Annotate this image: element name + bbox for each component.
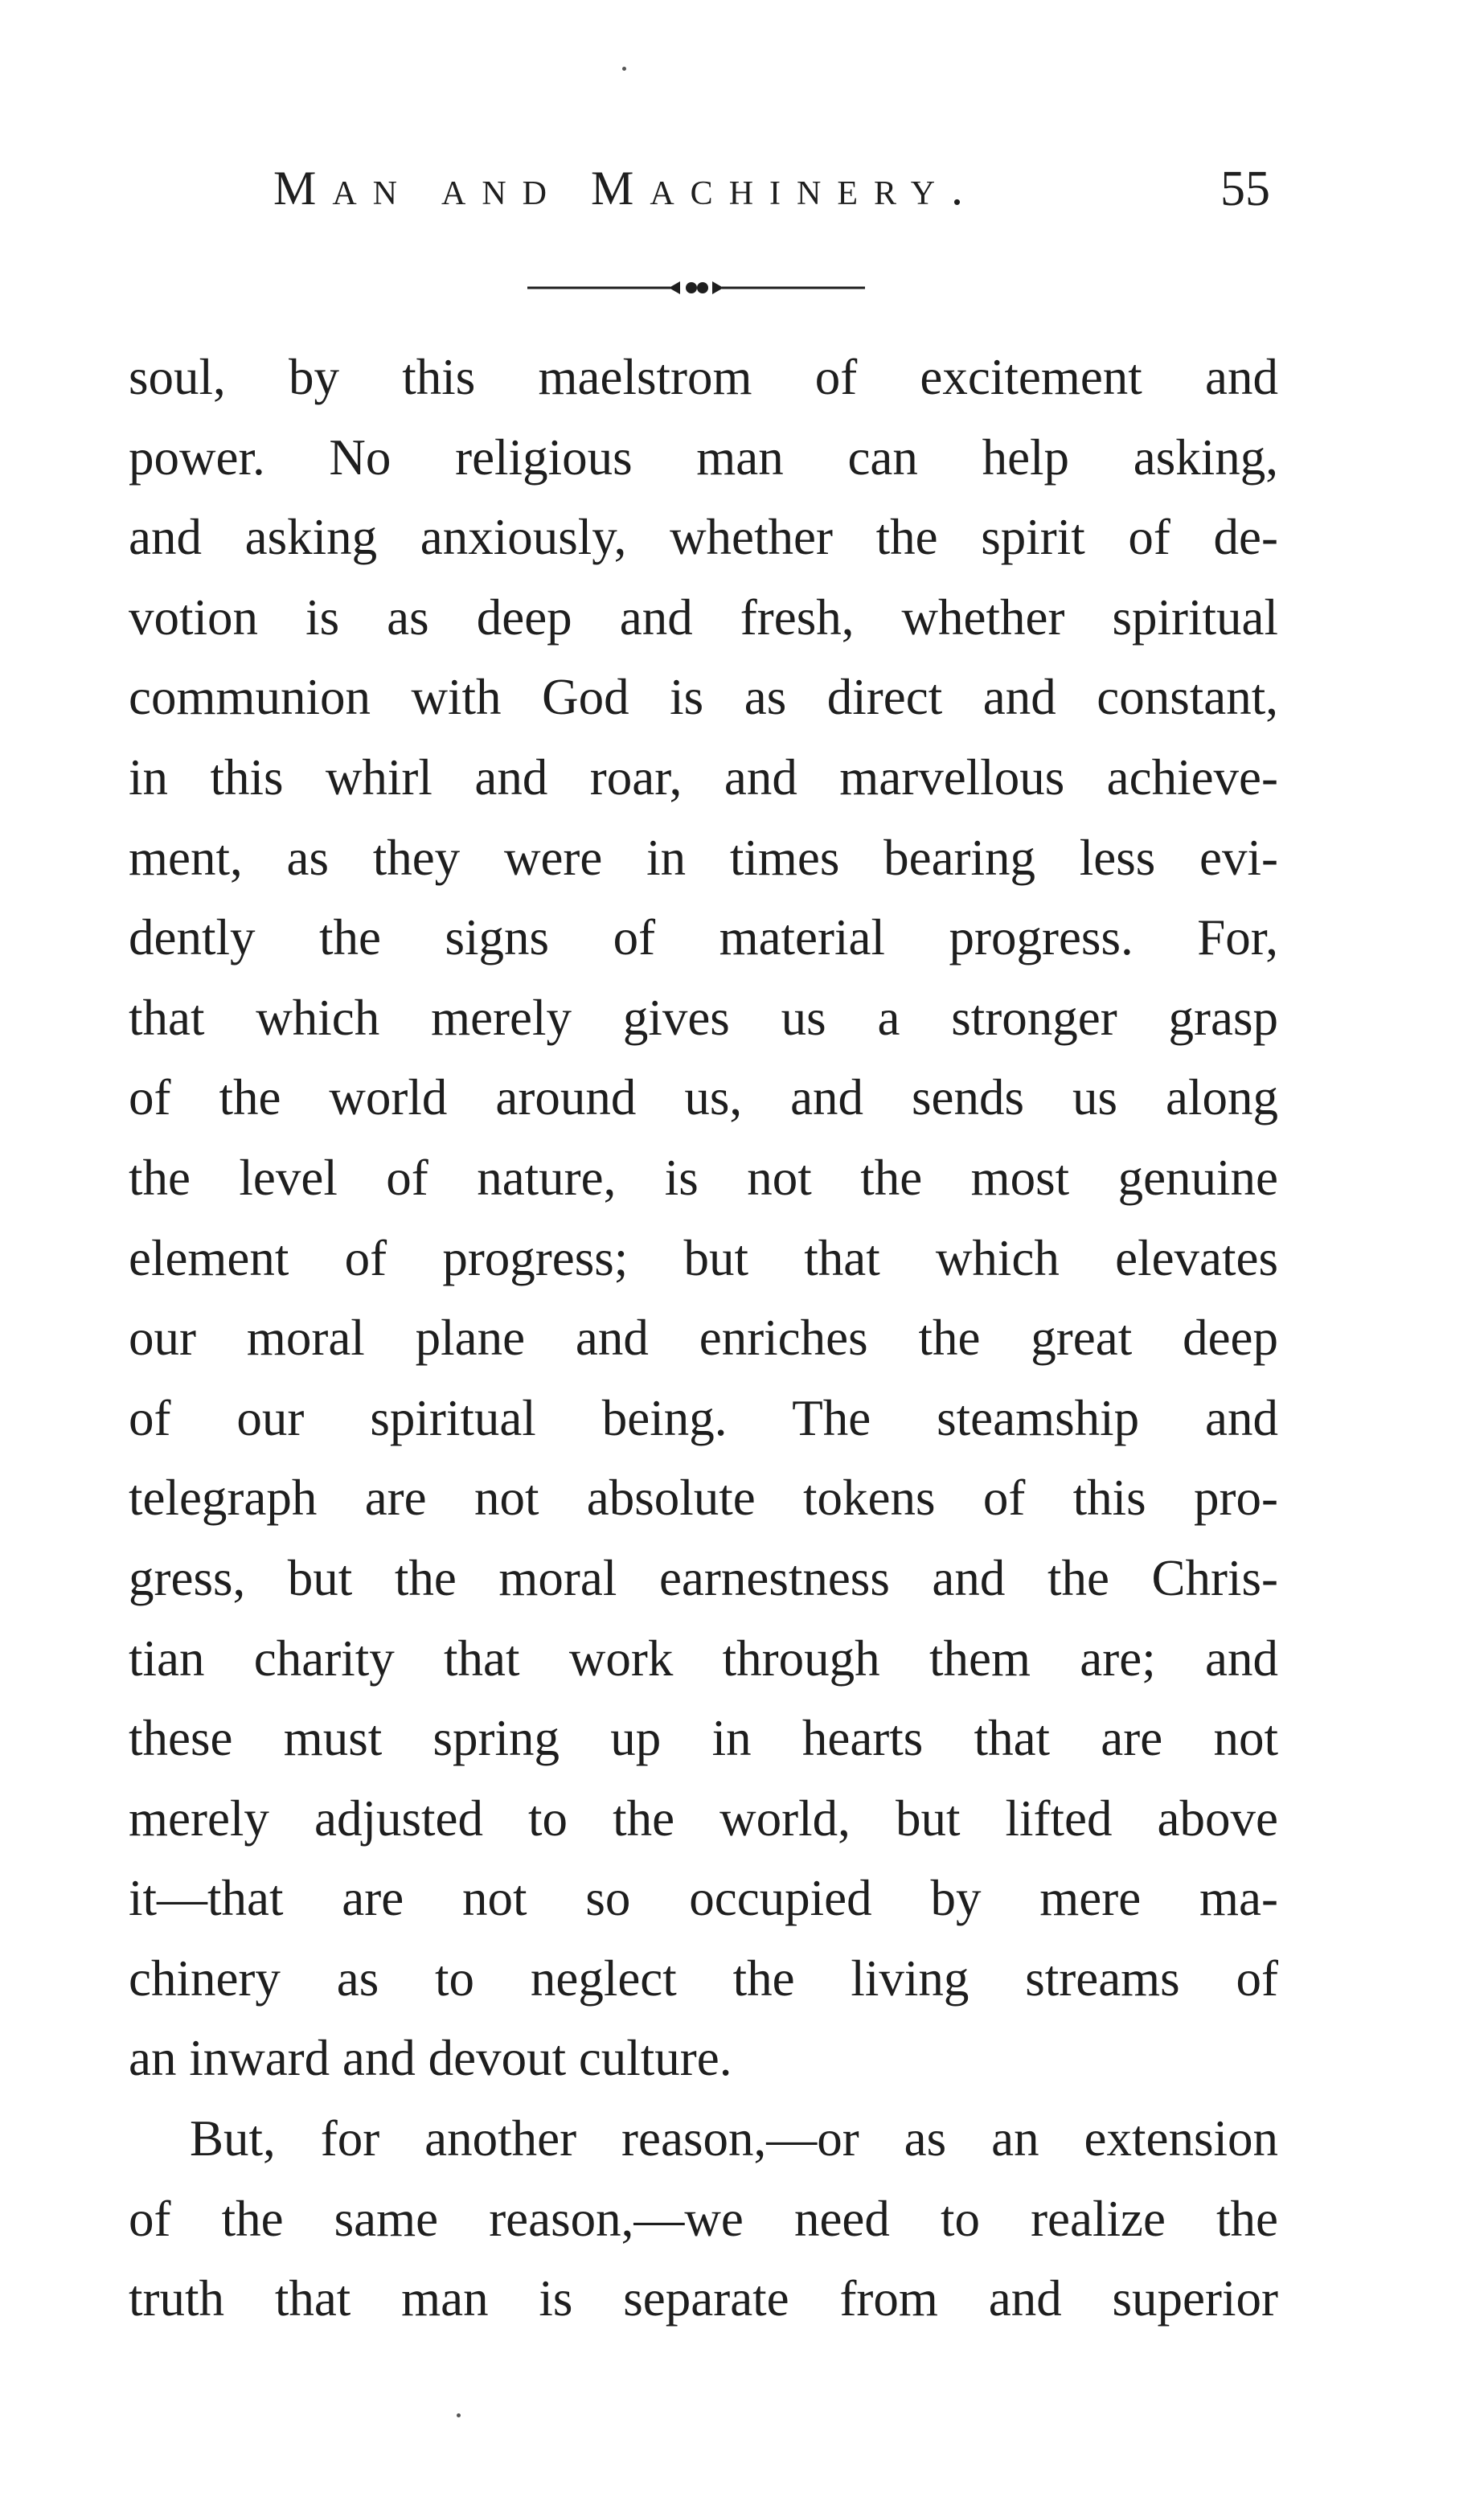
text-line: our moral plane and enriches the great deep — [129, 1310, 1278, 1367]
text-line: of the same reason,—we need to realize the — [129, 2190, 1278, 2247]
text-line: these must spring up in hearts that are not — [129, 1710, 1278, 1767]
text-line: of the world around us, and sends us along — [129, 1069, 1278, 1126]
text-line: truth that man is separate from and superior — [129, 2270, 1278, 2327]
text-line: the level of nature, is not the most genuine — [129, 1149, 1278, 1206]
text-line: dently the signs of material progress. For, — [129, 909, 1278, 966]
header-ornament-rule — [527, 276, 865, 300]
text-line: of our spiritual being. The steamship and — [129, 1389, 1278, 1446]
paper-speck — [457, 2413, 461, 2417]
text-line: power. No religious man can help asking, — [129, 428, 1278, 486]
text-line: and asking anxiously, whether the spirit of de- — [129, 509, 1278, 566]
text-line: communion with God is as direct and constant, — [129, 669, 1278, 726]
text-line: soul, by this maelstrom of excitement and — [129, 349, 1278, 405]
running-head — [273, 161, 1270, 233]
running-title: Man and Machinery. — [273, 162, 980, 215]
paper-speck — [622, 67, 626, 71]
page-number: 55 — [1220, 162, 1270, 216]
text-line: gress, but the moral earnestness and the Chris- — [129, 1549, 1278, 1606]
text-line: element of progress; but that which elevates — [129, 1229, 1278, 1286]
text-line: in this whirl and roar, and marvellous achieve- — [129, 748, 1278, 806]
text-line: chinery as to neglect the living streams of — [129, 1950, 1278, 2007]
text-line: But, for another reason,—or as an extension — [190, 2110, 1278, 2167]
text-line: tian charity that work through them are; and — [129, 1630, 1278, 1687]
text-line: an inward and devout culture. — [129, 2030, 732, 2087]
text-line: merely adjusted to the world, but lifted above — [129, 1790, 1278, 1847]
text-line: ment, as they were in times bearing less evi- — [129, 829, 1278, 886]
paragraph-1 — [129, 338, 1278, 2099]
text-line: votion is as deep and fresh, whether spiritual — [129, 588, 1278, 646]
text-line: it—that are not so occupied by mere ma- — [129, 1870, 1278, 1927]
text-line: telegraph are not absolute tokens of this pro- — [129, 1470, 1278, 1527]
text-line: that which merely gives us a stronger grasp — [129, 989, 1278, 1046]
body-text — [129, 338, 1278, 2339]
paragraph-2 — [129, 2099, 1278, 2339]
